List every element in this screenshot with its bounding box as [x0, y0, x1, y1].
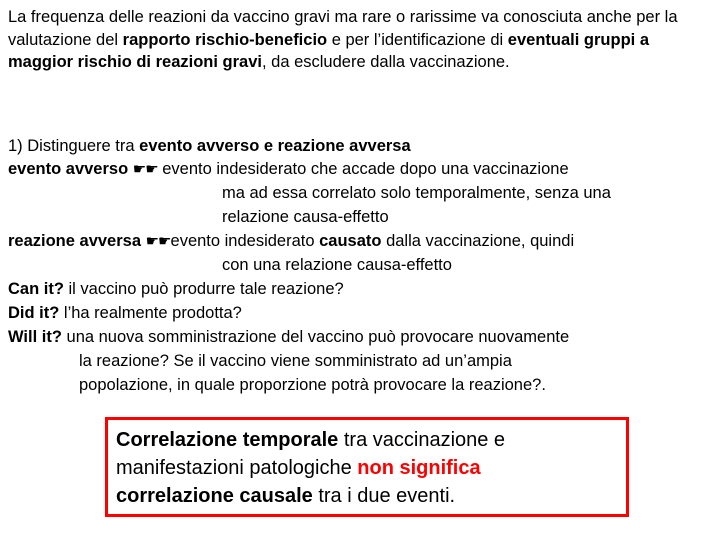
reazione-def-pre: evento indesiderato — [170, 232, 320, 250]
evento-term: evento avverso — [8, 160, 129, 178]
q3-label: Will it? — [8, 328, 62, 346]
box-text-1: tra vaccinazione e manifestazioni patologiche — [116, 429, 506, 479]
item1-bold: evento avverso e reazione avversa — [139, 137, 411, 155]
evento-def-1: evento indesiderato che accade dopo una vaccinazione — [157, 160, 569, 178]
box-bold-1: Correlazione temporale — [116, 429, 339, 451]
reazione-term: reazione avversa — [8, 232, 142, 250]
intro-bold-1: rapporto rischio-beneficio — [122, 30, 328, 49]
box-highlight: non significa — [357, 457, 481, 479]
question-did-it — [8, 302, 242, 325]
q3-text-2: la reazione? Se il vaccino viene somministrato ad un’ampia — [79, 352, 512, 370]
q1-label: Can it? — [8, 280, 64, 298]
pointing-hand-icon: ☛☛ — [132, 161, 158, 178]
box-text-2: tra i due eventi. — [312, 485, 456, 507]
reazione-line-1 — [8, 230, 574, 254]
intro-text-3: , da escludere dalla vaccinazione. — [261, 53, 510, 71]
box-bold-2: correlazione causale — [116, 485, 313, 507]
question-can-it — [8, 278, 344, 301]
conclusion-box — [105, 417, 629, 517]
intro-text-1: La frequenza delle reazioni da vaccino gravi ma rare o rarissime va conosciuta anche per la valutazione del — [8, 8, 678, 49]
reazione-def-post: dalla vaccinazione, quindi — [381, 232, 575, 250]
question-will-it — [8, 326, 569, 349]
q3-text-3: popolazione, in quale proporzione potrà provocare la reazione?. — [79, 376, 546, 394]
pointing-hand-icon: ☛☛ — [145, 233, 171, 250]
q1-text: il vaccino può produrre tale reazione? — [63, 280, 344, 298]
item1-prefix: 1) Distinguere tra — [8, 137, 140, 155]
evento-line-1 — [8, 158, 569, 182]
evento-def-3: relazione causa-effetto — [222, 208, 389, 226]
reazione-def-2: con una relazione causa-effetto — [222, 256, 452, 274]
item1-heading — [8, 135, 411, 158]
intro-text-2: e per l’identificazione di — [327, 30, 508, 49]
q2-label: Did it? — [8, 304, 60, 322]
reazione-def-bold: causato — [319, 232, 382, 250]
q2-text: l’ha realmente prodotta? — [59, 304, 242, 322]
intro-paragraph — [8, 6, 716, 74]
evento-def-2: ma ad essa correlato solo temporalmente, senza una — [222, 184, 611, 202]
intro-bold-2: eventuali gruppi a maggior rischio di reazioni gravi — [8, 30, 649, 71]
q3-text: una nuova somministrazione del vaccino può provocare nuovamente — [61, 328, 570, 346]
